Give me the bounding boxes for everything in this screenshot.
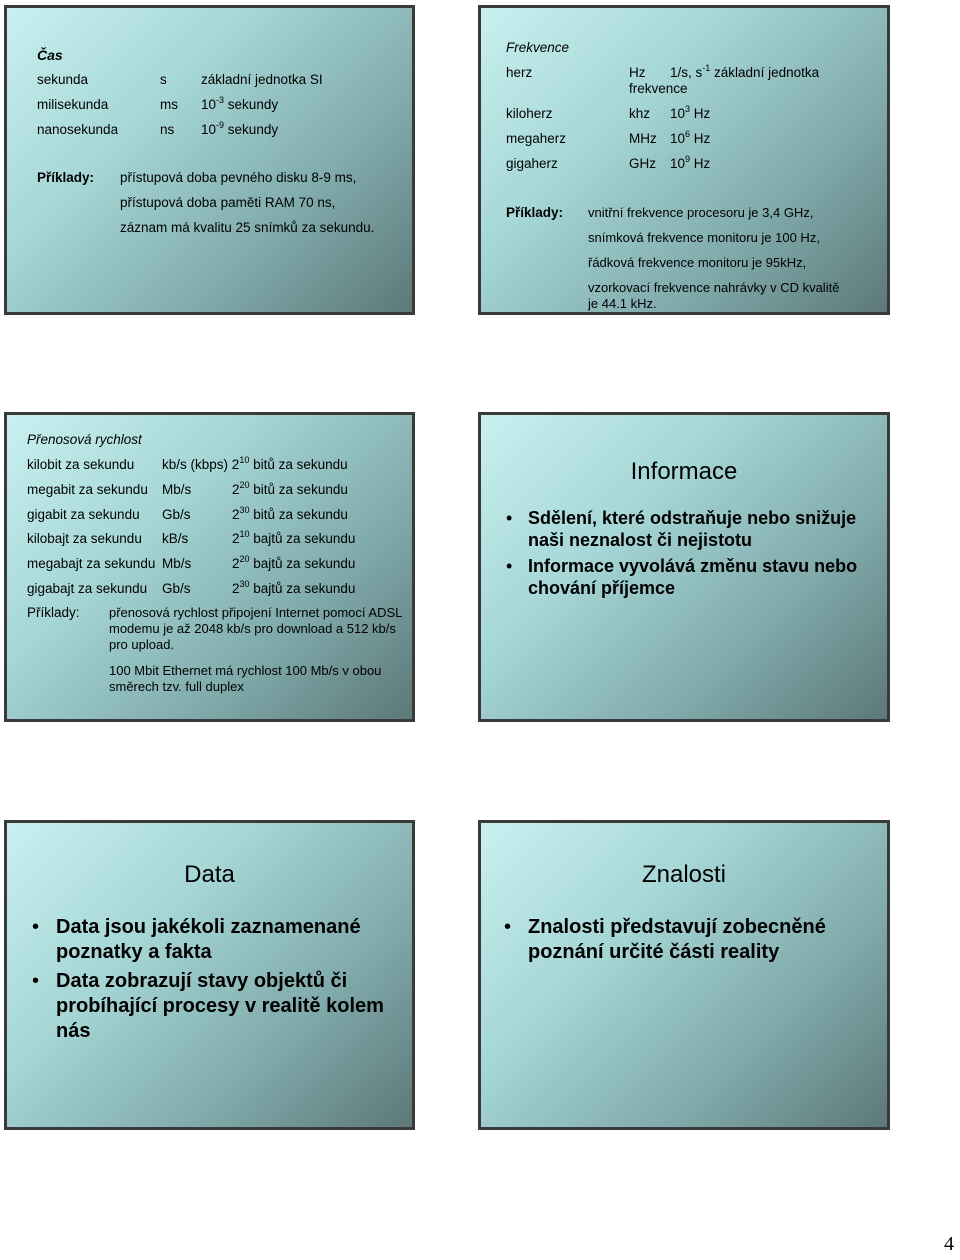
example-text: přenosová rychlost připojení Internet pomocí ADSL modemu je až 2048 kb/s pro download a 512 kb/s pro upload. [109,605,402,652]
example-line: přístupová doba pevného disku 8-9 ms, [120,170,357,185]
unit-desc: $10^{-9}$ sekundy [201,120,279,137]
bullet-icon: • [506,556,513,576]
unit-name: gigaherz [506,156,558,171]
unit-name: kiloherz [506,106,553,121]
slide-time [4,5,415,315]
example-line: je 44.1 kHz. [588,296,657,311]
unit-desc: základní jednotka SI [201,72,323,87]
unit-symbol: kB/s [162,531,189,546]
example-line: přístupová doba paměti RAM 70 ns, [120,195,336,210]
unit-name: herz [506,65,533,80]
slide-information [478,412,890,722]
unit-desc: $2^{20}$ bitů za sekundu [232,480,348,497]
example-line: snímková frekvence monitoru je 100 Hz, [588,230,820,245]
slide-title: Informace [630,458,738,485]
bullet-icon: • [506,508,513,528]
unit-name: megabajt za sekundu [27,556,156,571]
unit-desc: $10^9$ Hz [670,154,711,171]
unit-symbol: khz [629,106,651,121]
bullet-item: • Informace vyvolává změnu stavu nebo chování příjemce [506,556,858,598]
example-line: záznam má kvalitu 25 snímků za sekundu. [120,220,375,235]
bullet-item: • Sdělení, které odstraňuje nebo snižuje naši neznalost či nejistotu [506,508,857,550]
unit-desc-cont: frekvence [629,81,688,96]
unit-name: sekunda [37,72,89,87]
slide-title: Data [184,861,235,888]
slide-title: Znalosti [641,861,727,888]
slide-data [4,820,415,1130]
slide-transfer-rate [4,412,415,722]
unit-desc: $2^{10}$ bajtů za sekundu [232,529,356,546]
unit-symbol: Gb/s [162,581,191,596]
bullet-icon: • [32,916,40,938]
example-text: 100 Mbit Ethernet má rychlost 100 Mb/s v obou směrech tzv. full duplex [109,663,382,694]
example-line: vzorkovací frekvence nahrávky v CD kvalitě [588,280,840,295]
unit-name: milisekunda [37,97,109,112]
examples-label: Příklady: [37,170,95,185]
page-number: 4 [944,1233,954,1255]
unit-name: kilobit za sekundu [27,457,135,472]
unit-desc: $10^{-3}$ sekundy [201,95,279,112]
examples-label: Příklady: [27,605,80,620]
bullet-icon: • [32,970,40,992]
bullet-icon: • [504,916,512,938]
bullet-item: • Data jsou jakékoli zaznamenané poznatky a fakta [32,916,361,963]
unit-desc: $10^3$ Hz [670,104,711,121]
bullet-item: • Data zobrazují stavy objektů či probíhající procesy v realitě kolem nás [32,970,384,1042]
unit-symbol: ns [160,122,175,137]
unit-name: gigabit za sekundu [27,507,140,522]
unit-desc: 1/s, $s^{-1}$ základní jednotka [670,63,820,80]
unit-symbol: Hz [629,65,646,80]
slide-title: Přenosová rychlost [27,432,142,447]
unit-symbol: ms [160,97,178,112]
unit-name: kilobajt za sekundu [27,531,142,546]
example-line: vnitřní frekvence procesoru je 3,4 GHz, [588,205,814,220]
unit-name: gigabajt za sekundu [27,581,148,596]
unit-desc: $10^6$ Hz [670,129,711,146]
slide-frequency [478,5,890,315]
slide-title: Frekvence [506,40,570,55]
unit-name: megaherz [506,131,567,146]
unit-name: megabit za sekundu [27,482,148,497]
slide-knowledge [478,820,890,1130]
bullet-item: • Znalosti představují zobecněné poznání určité části reality [504,916,826,963]
unit-symbol: Gb/s [162,507,191,522]
unit-desc: $2^{30}$ bajtů za sekundu [232,579,356,596]
examples-label: Příklady: [506,205,564,220]
unit-symbol: kb/s (kbps) $2^{10}$ bitů za sekundu [162,455,348,472]
unit-desc: $2^{20}$ bajtů za sekundu [232,554,356,571]
unit-symbol: Mb/s [162,482,192,497]
slide-title: Čas [37,47,63,63]
example-line: řádková frekvence monitoru je 95kHz, [588,255,807,270]
unit-symbol: MHz [629,131,657,146]
unit-name: nanosekunda [37,122,119,137]
unit-symbol: GHz [629,156,656,171]
unit-desc: $2^{30}$ bitů za sekundu [232,505,348,522]
unit-symbol: Mb/s [162,556,192,571]
unit-symbol: s [160,72,167,87]
